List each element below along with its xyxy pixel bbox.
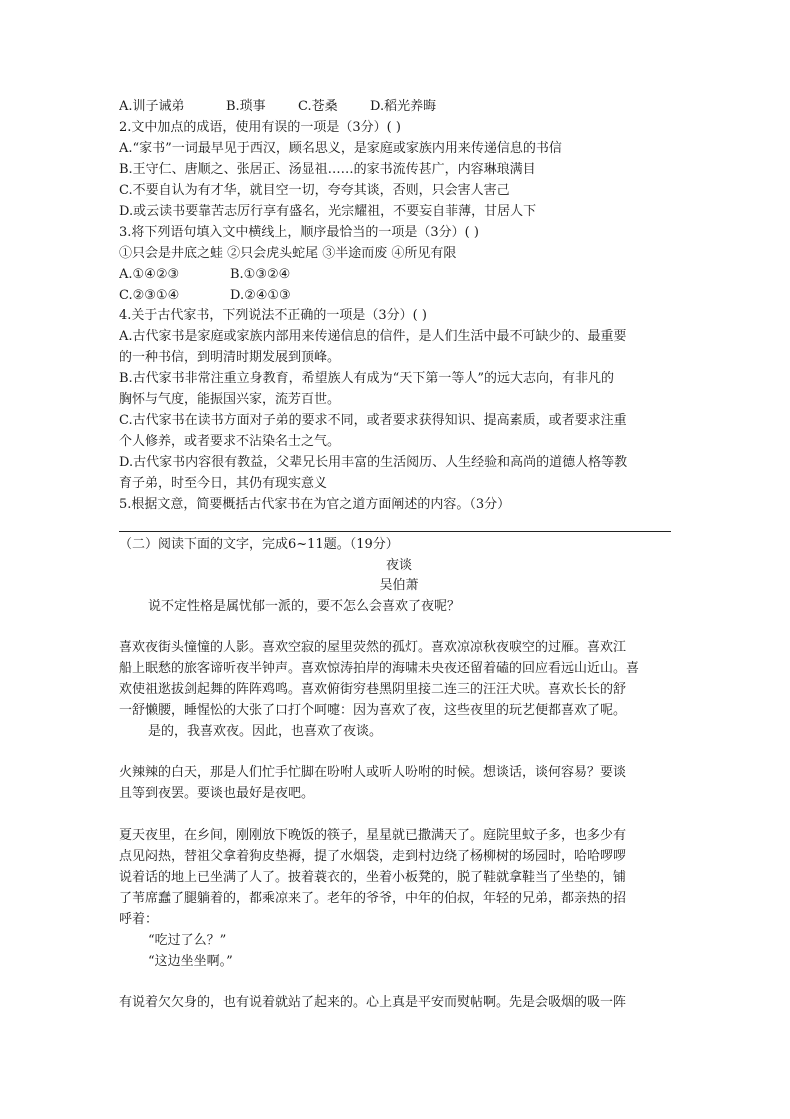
q2-option-c: C.不要自认为有才华，就目空一切，夸夸其谈，否则，只会害人害己	[119, 183, 510, 198]
q3-option-c: C.②③①④	[119, 288, 180, 303]
q4-stem: 4.关于古代家书，下列说法不正确的一项是（3分）( )	[119, 308, 427, 323]
paragraph-5-line: 夏天夜里，在乡间，刚刚放下晚饭的筷子，星星就已撒满天了。庭院里蚊子多，也多少有	[119, 828, 627, 843]
q4-line: B.古代家书非常注重立身教育，希望族人有成为“天下第一等人”的远大志向，有非凡的	[119, 371, 614, 386]
q2-option-a: A.“家书”一词最早见于西汉，顾名思义，是家庭或家族内用来传递信息的书信	[119, 141, 562, 156]
paragraph-5-line: 说着话的地上已坐满了人了。披着蓑衣的，坐着小板凳的，脱了鞋就拿鞋当了坐垫的，铺	[119, 870, 627, 885]
q4-line: D.古代家书内容很有教益，父辈兄长用丰富的生活阅历、人生经验和高尚的道德人格等教	[119, 455, 628, 470]
section2-heading: （二）阅读下面的文字，完成6~11题。（19分）	[119, 537, 399, 552]
q3-items: ①只会是井底之蛙 ②只会虎头蛇尾 ③半途而废 ④所见有限	[119, 246, 457, 261]
paragraph-5-line: 呼着：	[119, 912, 159, 927]
q4-line: 育子弟，时至今日，其仍有现实意义	[119, 476, 328, 491]
q3-option-d: D.②④①③	[230, 288, 291, 303]
q3-options-row1	[119, 265, 679, 285]
dialogue-quote-1: “吃过了么？”	[148, 933, 227, 948]
paragraph-2-line: 一舒懒腰，睡惺忪的大张了口打个呵嚏：因为喜欢了夜，这些夜里的玩艺便都喜欢了呢。	[119, 703, 627, 718]
q3-option-a: A.①④②③	[119, 267, 180, 282]
q3-stem: 3.将下列语句填入文中横线上，顺序最恰当的一项是（3分）( )	[119, 225, 479, 240]
q4-line: C.古代家书在读书方面对子弟的要求不同，或者要求获得知识、提高素质，或者要求注重	[119, 413, 627, 428]
q4-line: A.古代家书是家庭或家族内部用来传递信息的信件，是人们生活中最不可缺少的、最重要	[119, 329, 627, 344]
q2-stem: 2.文中加点的成语，使用有误的一项是（3分）( )	[119, 120, 401, 135]
paragraph-5-line: 点见闷热，替祖父拿着狗皮垫褥，提了水烟袋，走到村边绕了杨柳树的场园时，哈哈啰啰	[119, 849, 627, 864]
q5-stem: 5.根据文意，简要概括古代家书在为官之道方面阐述的内容。（3分）	[119, 497, 511, 512]
q4-line: 个人修养，或者要求不沾染名士之气。	[119, 434, 341, 449]
section-divider	[119, 531, 671, 532]
paragraph-3: 是的，我喜欢夜。因此，也喜欢了夜谈。	[148, 724, 383, 739]
article-author: 吴伯萧	[379, 578, 419, 593]
q2-option-d: D.或云读书要靠苦志厉行享有盛名，光宗耀祖，不要妄自菲薄，甘居人下	[119, 204, 537, 219]
paragraph-1: 说不定性格是属忧郁一派的，要不怎么会喜欢了夜呢？	[148, 599, 461, 614]
paragraph-5-line: 了苇席蠢了腿躺着的，都乘凉来了。老年的爷爷，中年的伯叔，年轻的兄弟，都亲热的招	[119, 891, 627, 906]
paragraph-2-line: 欢使祖逖拔剑起舞的阵阵鸡鸣。喜欢俯街穷巷黑阴里接二连三的汪汪犬吠。喜欢长长的舒	[119, 682, 627, 697]
paragraph-4-line: 火辣辣的白天，那是人们忙手忙脚在吩咐人或听人吩咐的时候。想谈话，谈何容易？要谈	[119, 765, 627, 780]
q2-option-b: B.王守仁、唐顺之、张居正、汤显祖……的家书流传甚广，内容琳琅满目	[119, 162, 536, 177]
q1-option-c: C.苍桑	[298, 99, 338, 114]
q4-line: 胸怀与气度，能振国兴家，流芳百世。	[119, 392, 341, 407]
q4-line: 的一种书信，到明清时期发展到顶峰。	[119, 350, 341, 365]
q1-option-d: D.稻光养晦	[370, 99, 437, 114]
q1-option-a: A.训子诫弟	[119, 99, 185, 114]
q1-options	[119, 97, 679, 117]
q3-options-row2	[119, 286, 679, 306]
dialogue-quote-2: “这边坐坐啊。”	[148, 954, 233, 969]
q1-option-b: B.琐事	[226, 99, 266, 114]
article-title: 夜谈	[385, 558, 412, 573]
paragraph-2-line: 船上眠愁的旅客谛听夜半钟声。喜欢惊涛拍岸的海啸未央夜还留着磕的回应看远山近山。喜	[119, 661, 640, 676]
paragraph-4-line: 且等到夜罢。要谈也最好是夜吧。	[119, 786, 315, 801]
paragraph-6: 有说着欠欠身的，也有说着就站了起来的。心上真是平安而熨帖啊。先是会吸烟的吸一阵	[119, 995, 627, 1010]
paragraph-2-line: 喜欢夜街头憧憧的人影。喜欢空寂的屋里荧然的孤灯。喜欢凉凉秋夜唳空的过雁。喜欢江	[119, 640, 627, 655]
q3-option-b: B.①③②④	[230, 267, 291, 282]
